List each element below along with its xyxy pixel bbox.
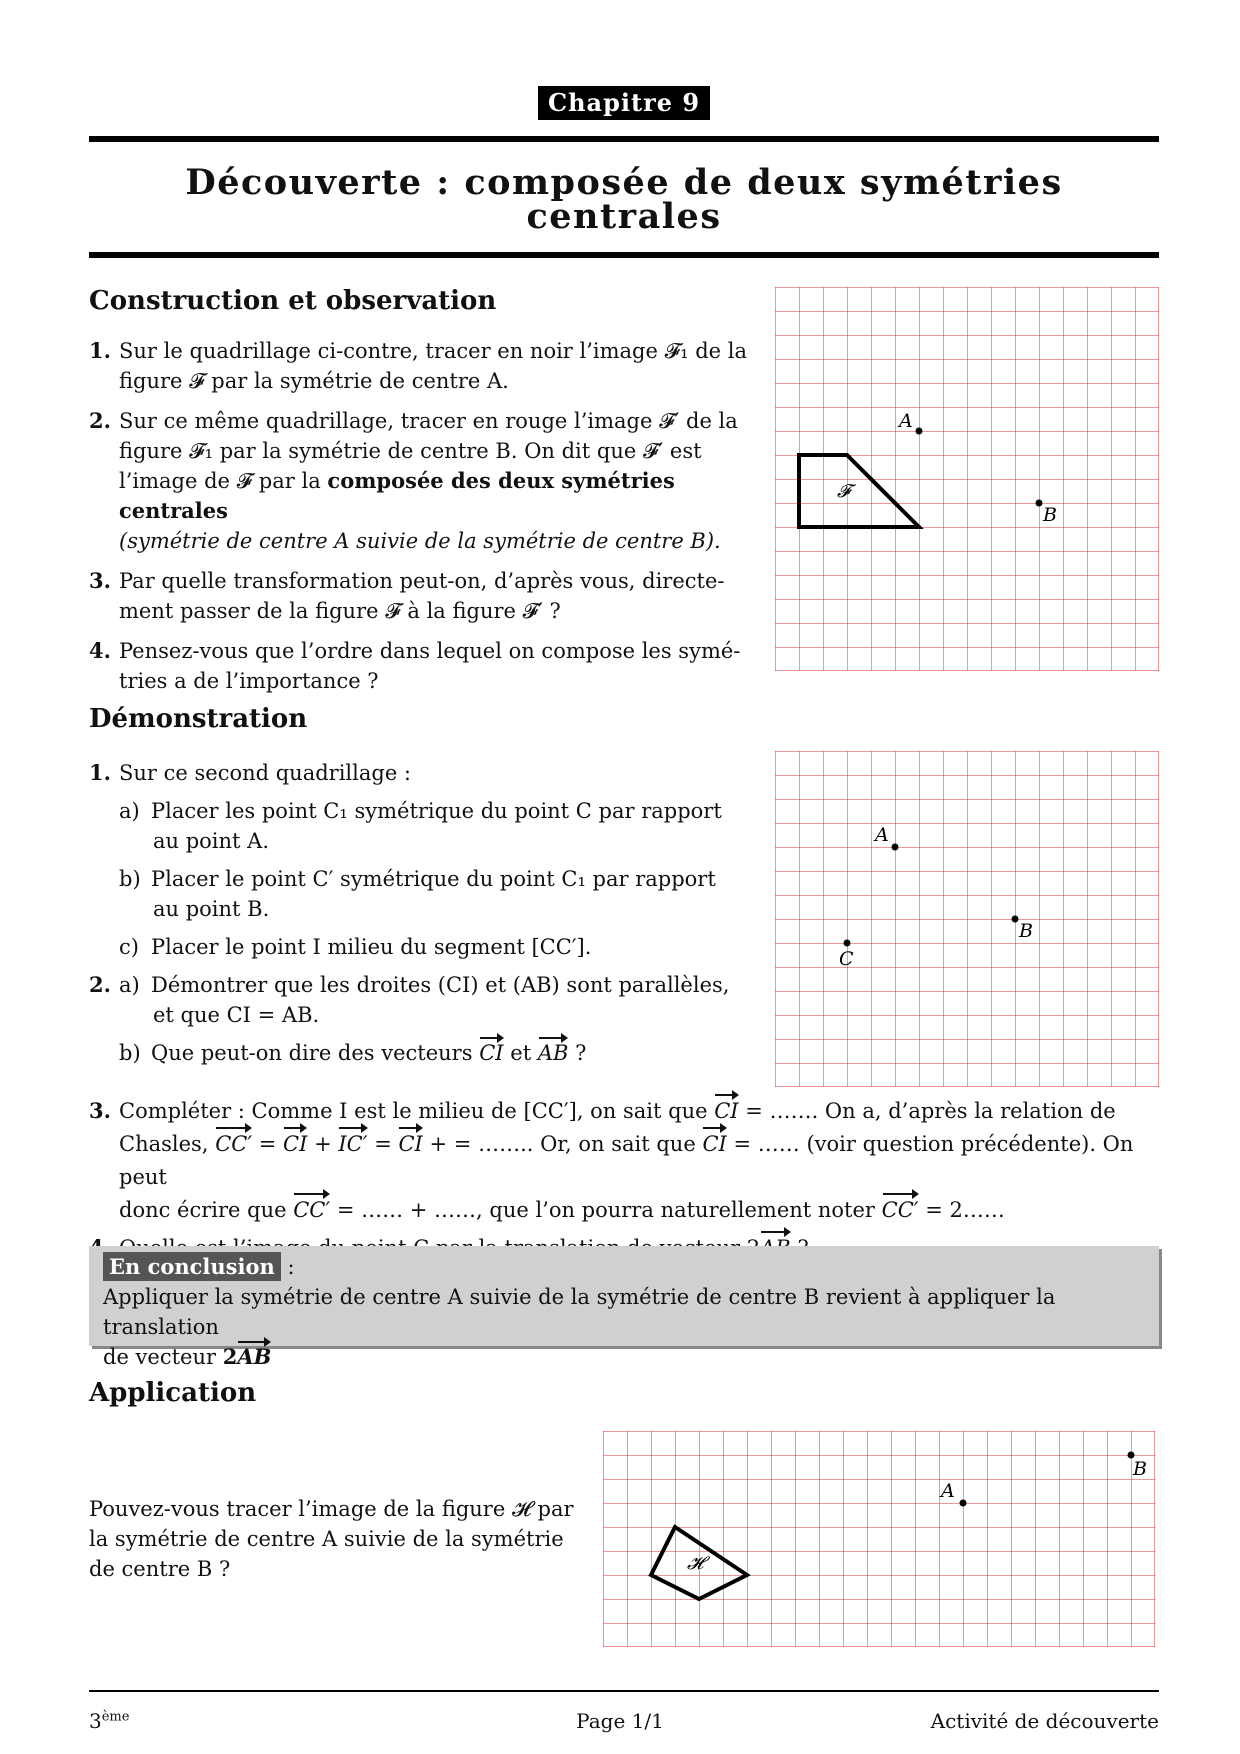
sub-item-cont: au point B. <box>153 897 270 921</box>
list-item: 3. Compléter : Comme I est le milieu de [CC′], on sait que CI = ……. On a, d’après la relation de <box>89 1094 1159 1128</box>
title-bottom-rule <box>89 252 1159 258</box>
list-item: 2. a) Démontrer que les droites (CI) et (AB) sont parallèles, <box>89 972 730 997</box>
sub-item-cont: et que CI = AB. <box>153 1003 320 1027</box>
list-item-cont: figure 𝓕 par la symétrie de centre A. <box>119 369 509 393</box>
grid-1 <box>775 287 1159 671</box>
conclusion-header: En conclusion : <box>103 1252 1145 1282</box>
list-item: 3. Par quelle transformation peut-on, d’après vous, directe- <box>89 568 725 593</box>
demonstration-list <box>89 758 769 1068</box>
conclusion-box <box>89 1246 1159 1369</box>
application-text: Pouvez-vous tracer l’image de la figure 𝓗 par la symétrie de centre A suivie de la symétrie de centre B ? <box>89 1497 574 1581</box>
point-b-label: B <box>1133 1458 1147 1480</box>
title-line-2: centrales <box>526 196 722 237</box>
page-title <box>89 162 1159 237</box>
footer-right: Activité de découverte <box>930 1709 1159 1733</box>
section-heading-demonstration: Démonstration <box>89 704 308 734</box>
grid-2 <box>775 751 1159 1087</box>
list-item: 2. Sur ce même quadrillage, tracer en rouge l’image 𝓕′ de la <box>89 408 738 433</box>
point-a-label: A <box>875 824 889 846</box>
point-c-dot <box>844 940 851 947</box>
point-b-dot <box>1036 500 1043 507</box>
section-heading-construction: Construction et observation <box>89 286 497 316</box>
section-heading-application: Application <box>89 1378 257 1408</box>
list-item: 4. Pensez-vous que l’ordre dans lequel on compose les symé- <box>89 638 741 663</box>
conclusion-tag: En conclusion <box>103 1252 281 1281</box>
footer-left: 3ème <box>89 1709 130 1733</box>
sub-item: a) Placer les point C₁ symétrique du point C par rapport <box>119 799 722 823</box>
chapter-label: Chapitre 9 <box>538 86 710 120</box>
list-item-cont: Chasles, CC′ = CI + IC′ = CI + = …….. Or, on sait que CI = …… (voir question précédente). On peut <box>89 1128 1159 1194</box>
list-item: 1. Sur le quadrillage ci-contre, tracer en noir l’image 𝓕₁ de la <box>89 338 747 363</box>
sub-item: c) Placer le point I milieu du segment [CC′]. <box>119 935 592 959</box>
point-c-label: C <box>839 948 854 970</box>
sub-item: b) Placer le point C′ symétrique du point C₁ par rapport <box>119 867 716 891</box>
point-a-dot <box>892 844 899 851</box>
question-3-4 <box>89 1094 1159 1265</box>
list-item-cont: tries a de l’importance ? <box>119 669 379 693</box>
list-item-cont: l’image de 𝓕 par la composée des deux symétries centrales <box>119 468 675 523</box>
footer-rule <box>89 1690 1159 1692</box>
footer-center: Page 1/1 <box>576 1709 664 1733</box>
point-a-dot <box>916 428 923 435</box>
sub-item: b) Que peut-on dire des vecteurs CI et AB ? <box>89 1038 769 1068</box>
list-item: 1. Sur ce second quadrillage : <box>89 760 412 785</box>
list-item-cont: donc écrire que CC′ = …… + ……, que l’on pourra naturellement noter CC′ = 2…… <box>89 1194 1159 1227</box>
list-item-cont: figure 𝓕₁ par la symétrie de centre B. On dit que 𝓕′ est <box>119 439 702 463</box>
grid-3 <box>603 1431 1155 1647</box>
point-a-label: A <box>941 1480 955 1502</box>
point-a-label: A <box>899 410 913 432</box>
figure-f-label: 𝓕 <box>837 481 851 502</box>
title-line-1: Découverte : composée de deux symétries <box>185 162 1063 203</box>
list-item-cont: (symétrie de centre A suivie de la symétrie de centre B). <box>119 529 721 553</box>
point-b-label: B <box>1043 504 1057 526</box>
conclusion-line-1: Appliquer la symétrie de centre A suivie de la symétrie de centre B revient à appliquer la translation <box>103 1285 1056 1339</box>
top-rule <box>89 136 1159 142</box>
point-b-dot <box>1012 916 1019 923</box>
construction-list <box>89 336 749 696</box>
figure-h-label: 𝓗 <box>687 1553 704 1574</box>
conclusion-line-2: de vecteur 2AB <box>103 1342 1145 1372</box>
point-b-label: B <box>1019 920 1033 942</box>
point-a-dot <box>960 1500 967 1507</box>
sub-item-cont: au point A. <box>153 829 270 853</box>
list-item-cont: ment passer de la figure 𝓕 à la figure 𝓕′ ? <box>119 599 561 623</box>
